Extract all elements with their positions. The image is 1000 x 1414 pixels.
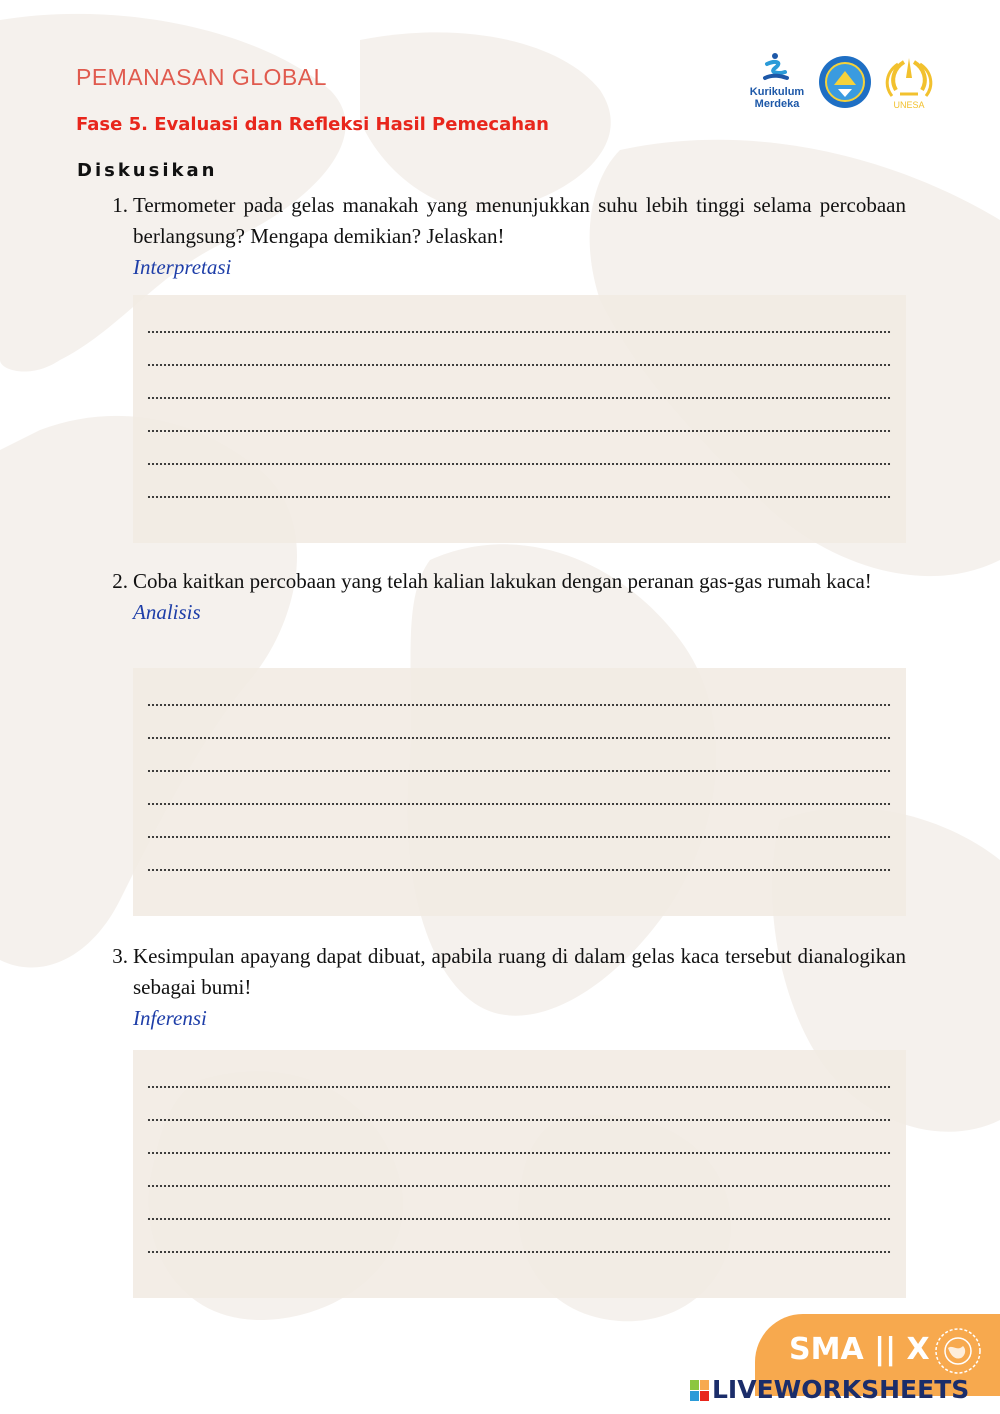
answer-line bbox=[147, 1251, 891, 1253]
answer-area-1[interactable] bbox=[133, 295, 906, 543]
question-category: Analisis bbox=[133, 600, 201, 624]
liveworksheets-text: LIVEWORKSHEETS bbox=[712, 1375, 970, 1404]
unesa-emblem-icon bbox=[880, 54, 938, 102]
question-number: 3. bbox=[112, 944, 128, 968]
grade-badge-text: SMA || X bbox=[789, 1332, 930, 1367]
question-text: Kesimpulan apayang dapat dibuat, apabila ruang di dalam gelas kaca tersebut dianalogikan sebagai bumi! bbox=[133, 944, 906, 999]
answer-line bbox=[147, 430, 891, 432]
answer-line bbox=[147, 1086, 891, 1088]
question-number: 2. bbox=[112, 569, 128, 593]
question-category: Inferensi bbox=[133, 1006, 207, 1030]
answer-line bbox=[147, 1152, 891, 1154]
globe-stamp-icon bbox=[933, 1326, 983, 1376]
answer-line bbox=[147, 364, 891, 366]
kurikulum-merdeka-logo bbox=[745, 52, 809, 112]
question-category: Interpretasi bbox=[133, 255, 232, 279]
answer-line bbox=[147, 1218, 891, 1220]
logo-group bbox=[745, 52, 945, 118]
answer-area-3[interactable] bbox=[133, 1050, 906, 1298]
section-label: Diskusikan bbox=[77, 160, 218, 181]
kurikulum-text: Kurikulum bbox=[749, 86, 805, 98]
question-text: Termometer pada gelas manakah yang menunjukkan suhu lebih tinggi selama percobaan berlangsung? Mengapa demikian? Jelaskan! bbox=[133, 193, 906, 248]
answer-line bbox=[147, 770, 891, 772]
answer-line bbox=[147, 704, 891, 706]
question-text: Coba kaitkan percobaan yang telah kalian lakukan dengan peranan gas-gas rumah kaca! bbox=[133, 569, 872, 593]
question-2 bbox=[96, 566, 906, 628]
answer-line bbox=[147, 1185, 891, 1187]
answer-line bbox=[147, 869, 891, 871]
question-3 bbox=[96, 941, 906, 1034]
answer-line bbox=[147, 496, 891, 498]
answer-line bbox=[147, 463, 891, 465]
page-title: PEMANASAN GLOBAL bbox=[76, 64, 327, 90]
answer-line bbox=[147, 836, 891, 838]
kurikulum-merdeka-icon bbox=[745, 52, 809, 86]
liveworksheets-logo-icon bbox=[690, 1380, 710, 1402]
tut-wuri-emblem-icon bbox=[818, 55, 872, 109]
phase-subtitle: Fase 5. Evaluasi dan Refleksi Hasil Pemecahan bbox=[76, 114, 550, 135]
answer-line bbox=[147, 1119, 891, 1121]
answer-line bbox=[147, 803, 891, 805]
answer-area-2[interactable] bbox=[133, 668, 906, 916]
answer-line bbox=[147, 331, 891, 333]
unesa-logo bbox=[880, 54, 938, 114]
answer-line bbox=[147, 397, 891, 399]
unesa-text: UNESA bbox=[893, 100, 925, 110]
answer-line bbox=[147, 737, 891, 739]
liveworksheets-brand bbox=[690, 1374, 995, 1406]
question-number: 1. bbox=[112, 193, 128, 217]
tut-wuri-handayani-logo bbox=[818, 55, 872, 109]
question-1 bbox=[96, 190, 906, 283]
merdeka-text: Merdeka bbox=[754, 98, 800, 110]
